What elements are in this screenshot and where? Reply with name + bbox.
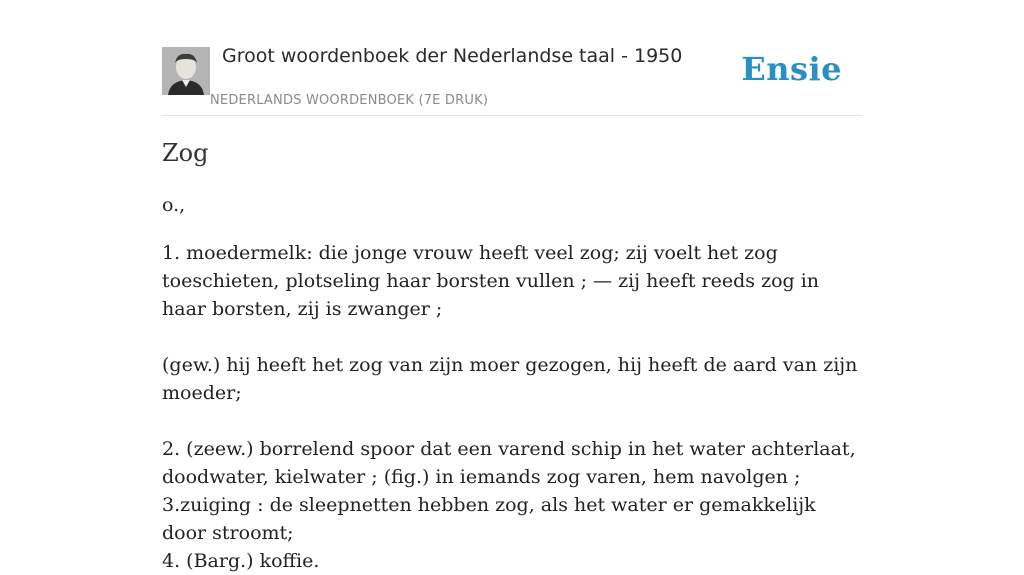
ensie-logo[interactable]: Ensie (741, 50, 842, 88)
entry-definition (162, 239, 862, 575)
source-title[interactable]: Groot woordenboek der Nederlandse taal - 1950 (222, 45, 683, 67)
entry-card (162, 0, 862, 572)
definition-line: 1. moedermelk: die jonge vrouw heeft veel zog; zij voelt het zog toeschieten, plotseling haar borsten vullen ; — zij heeft reeds zog in haar borsten, zij is zwanger ; (162, 242, 820, 320)
definition-line: 3.zuiging : de sleepnetten hebben zog, als het water er gemakkelijk door stroomt; (162, 494, 816, 544)
portrait-icon (162, 47, 210, 95)
author-avatar[interactable] (162, 47, 210, 95)
source-header (162, 0, 862, 116)
entry-grammar: o., (162, 194, 186, 216)
source-subtitle: NEDERLANDS WOORDENBOEK (7E DRUK) (210, 93, 489, 108)
definition-line: 4. (Barg.) koffie. (162, 550, 320, 572)
definition-line: (gew.) hij heeft het zog van zijn moer gezogen, hij heeft de aard van zijn moeder; (162, 354, 858, 404)
entry-title: Zog (162, 139, 209, 167)
definition-line: 2. (zeew.) borrelend spoor dat een varend schip in het water achterlaat, doodwater, kielwater ; (fig.) in iemands zog varen, hem navolgen ; (162, 438, 856, 488)
